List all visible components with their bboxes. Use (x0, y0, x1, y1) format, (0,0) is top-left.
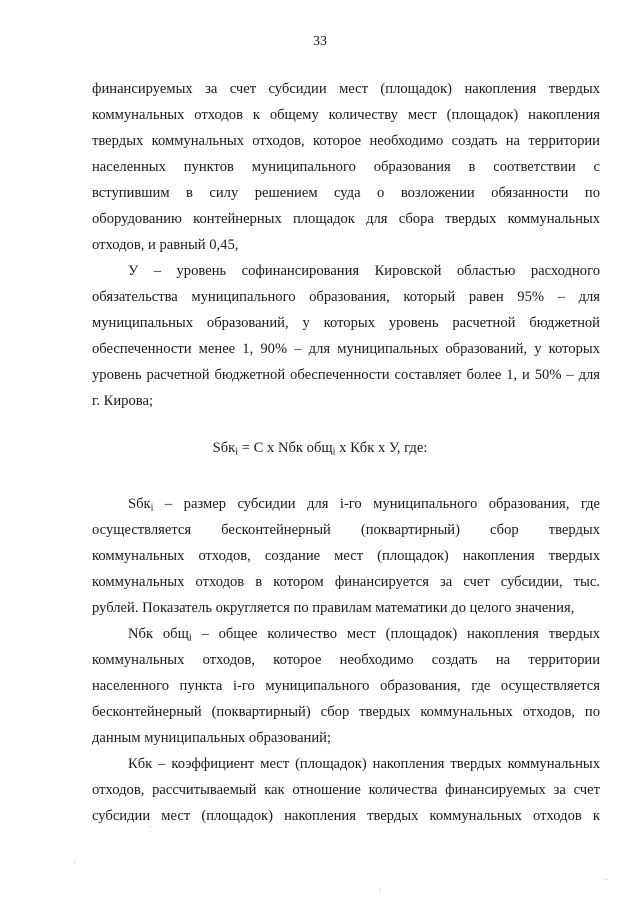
term-s-text: – размер субсидии для i-го муниципального образования, где (153, 496, 600, 512)
text-line: обеспеченности менее 1, 90% – для муниципальных образований, у которых (92, 341, 600, 357)
text-line: осуществляется бесконтейнерный (поквартирный) сбор твердых (92, 522, 600, 538)
text-line: субсидии мест (площадок) накопления твердых коммунальных отходов к (92, 808, 600, 824)
term-s-sub: i (150, 502, 154, 514)
text-line: коммунальных отходов, которое необходимо создать на территории (92, 652, 600, 668)
page-number: 33 (313, 34, 327, 49)
text-line (92, 621, 600, 647)
text-line: муниципальных образований, у которых уровень расчетной бюджетной (92, 315, 600, 331)
text-line: рублей. Показатель округляется по правилам математики до целого значения, (92, 600, 575, 616)
text-line (92, 491, 600, 517)
term-s: Sбк (128, 496, 151, 512)
text-line: финансируемых за счет субсидии мест (площадок) накопления твердых (92, 81, 600, 97)
text-line: населенного пункта i-го муниципального образования, где осуществляется (92, 678, 600, 694)
scan-speck (606, 879, 607, 880)
formula-lhs: Sбк (212, 440, 236, 456)
scan-speck (150, 826, 151, 827)
term-n: Nбк общ (128, 626, 189, 642)
text-line: г. Кирова; (92, 393, 154, 409)
text-line: населенных пунктов муниципального образования в соответствии с (92, 159, 600, 175)
text-line: твердых коммунальных отходов, которое необходимо создать на территории (92, 133, 600, 149)
text-line: отходов, и равный 0,45, (92, 237, 239, 253)
text-line: обязательства муниципального образования, который равен 95% – для (92, 289, 600, 305)
text-line: вступившим в силу решением суда о возложении обязанности по (92, 185, 600, 201)
paragraph-continuation (92, 76, 600, 258)
text-line: коммунальных отходов в котором финансируется за счет субсидии, тыс. (92, 574, 600, 590)
paragraph-u-definition (92, 258, 600, 414)
formula-rest: x Кбк x У, где: (335, 440, 428, 456)
formula-mid-sub: i (332, 446, 336, 458)
scan-speck (380, 889, 381, 890)
text-line: коммунальных отходов, создание мест (площадок) накопления твердых (92, 548, 600, 564)
paragraph-s-definition (92, 491, 600, 621)
text-line: У – уровень софинансирования Кировской областью расходного (128, 263, 600, 279)
text-line: отходов, рассчитываемый как отношение количества финансируемых за счет (92, 782, 600, 798)
scan-speck (74, 862, 75, 863)
text-line: уровень расчетной бюджетной обеспеченности составляет более 1, и 50% – для (92, 367, 600, 383)
text-line: оборудованию контейнерных площадок для сбора твердых коммунальных (92, 211, 600, 227)
formula (0, 440, 640, 457)
term-n-sub: i (188, 632, 192, 644)
text-line: бесконтейнерный (поквартирный) сбор твердых коммунальных отходов, по (92, 704, 600, 720)
paragraph-k-definition (92, 751, 600, 829)
paragraph-n-definition (92, 621, 600, 751)
formula-mid: = С x Nбк общ (238, 440, 333, 456)
text-line: данным муниципальных образований; (92, 730, 332, 746)
formula-lhs-sub: i (235, 446, 239, 458)
text-line: Кбк – коэффициент мест (площадок) накопления твердых коммунальных (128, 756, 600, 772)
term-n-text: – общее количество мест (площадок) накопления твердых (191, 626, 600, 642)
text-line: коммунальных отходов к общему количеству мест (площадок) накопления (92, 107, 600, 123)
